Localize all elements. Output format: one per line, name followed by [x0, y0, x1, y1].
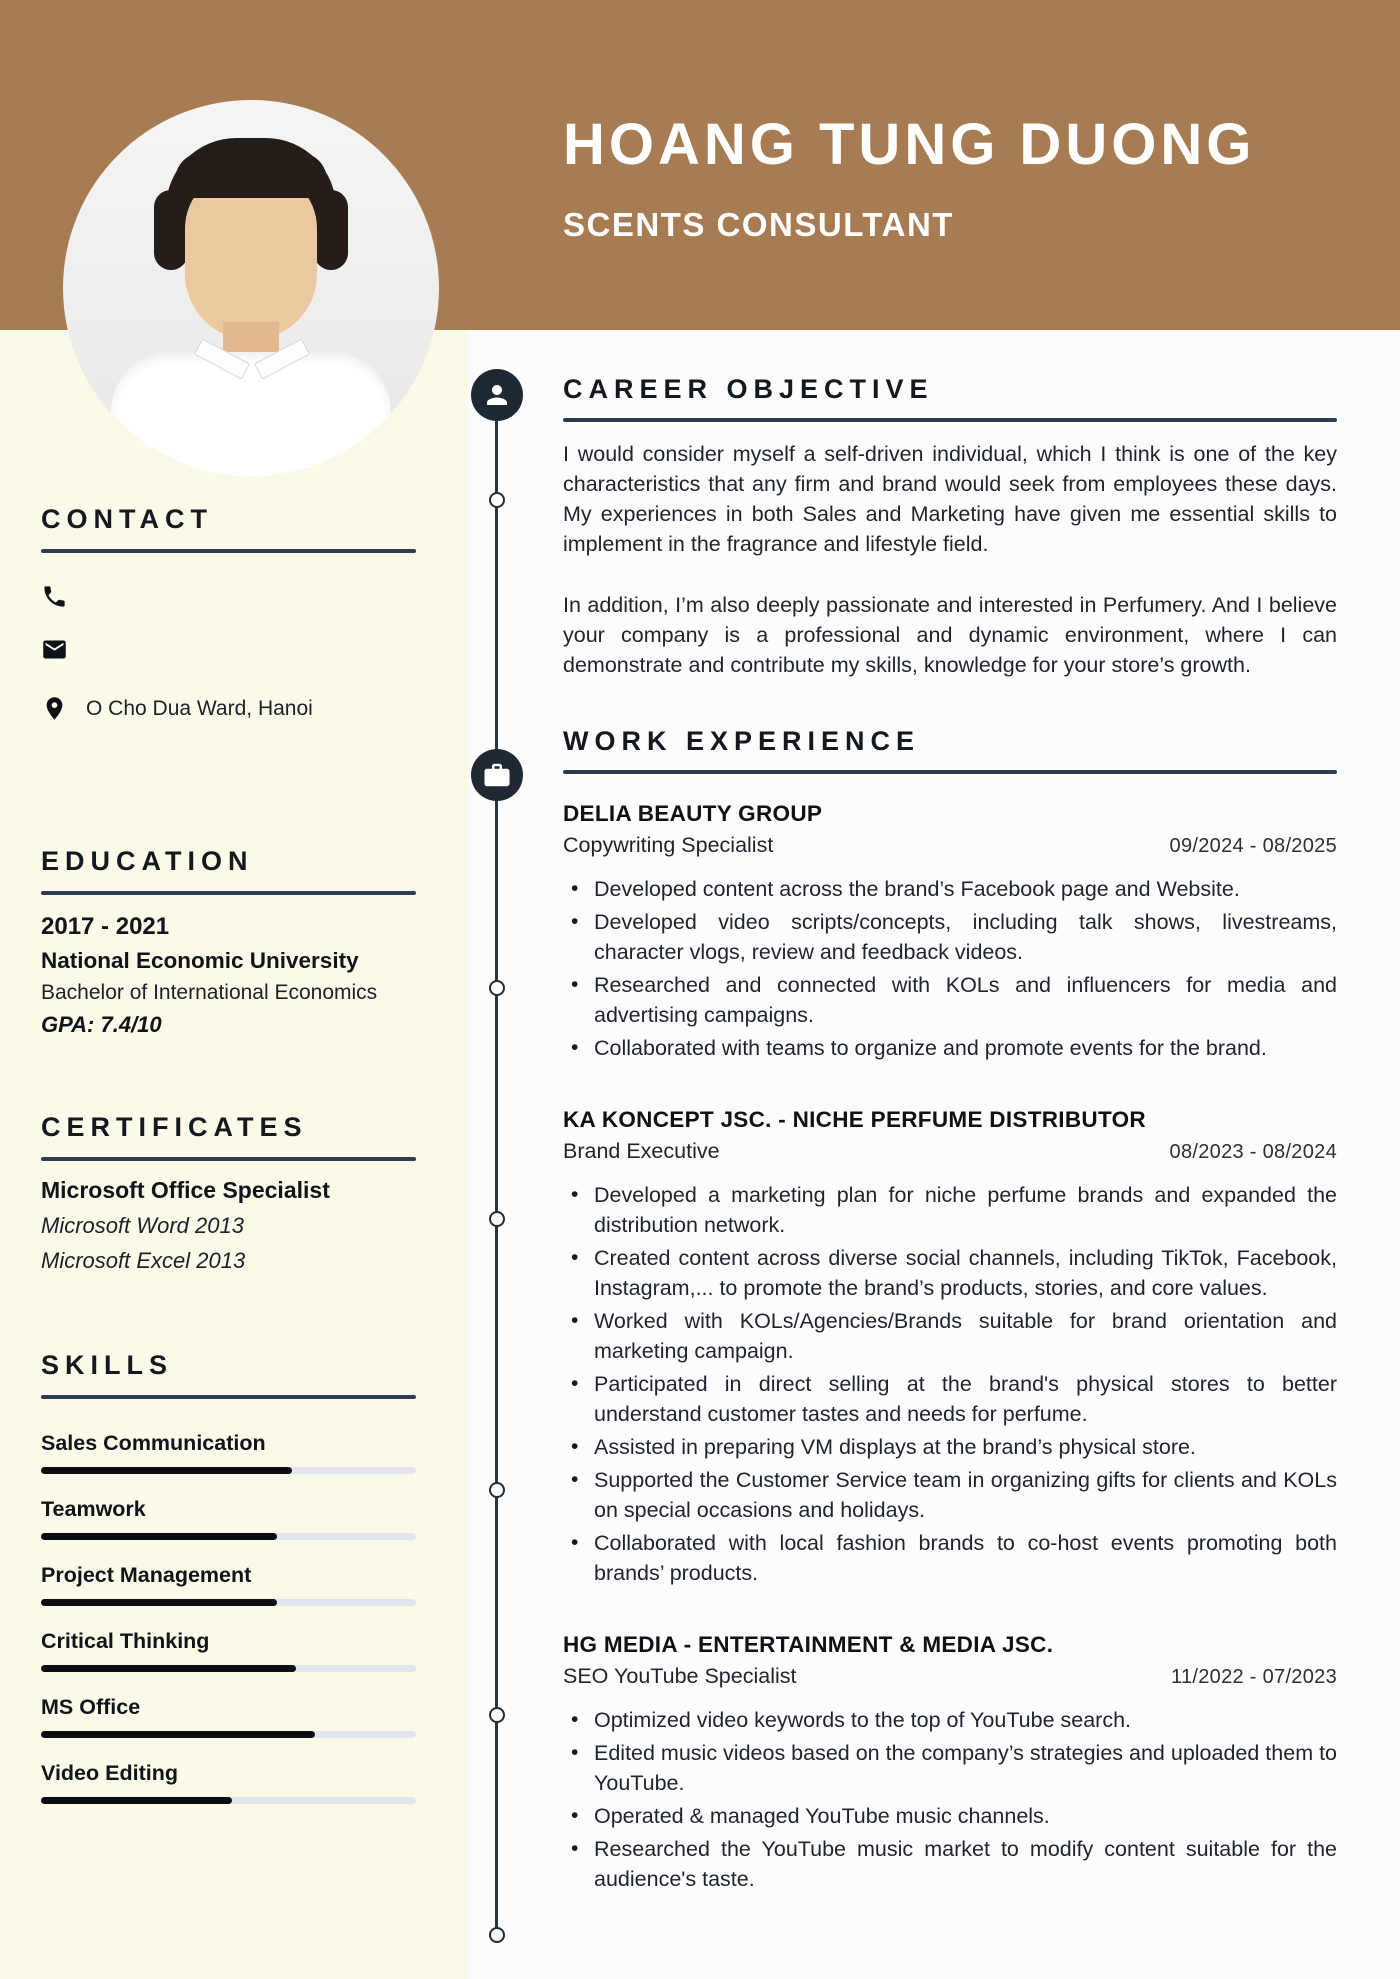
contact-email-row — [41, 636, 416, 663]
job-meta — [563, 1664, 1337, 1689]
job-bullets — [563, 874, 1337, 1063]
job-bullet: • Researched the YouTube music market to modify content suitable for the audience's taste. — [563, 1834, 1337, 1894]
job-bullet: • Collaborated with local fashion brands to co-host events promoting both brands’ products. — [563, 1528, 1337, 1588]
skill-bar-track — [41, 1665, 416, 1672]
education-section — [41, 844, 416, 1038]
education-degree: Bachelor of International Economics — [41, 981, 378, 1004]
job-dates: 09/2024 - 08/2025 — [1169, 835, 1337, 857]
job-bullets — [563, 1180, 1337, 1588]
skill-row — [41, 1629, 416, 1672]
job-role: Brand Executive — [563, 1139, 720, 1163]
email-icon — [41, 636, 68, 663]
job-bullet: • Worked with KOLs/Agencies/Brands suitable for brand orientation and marketing campaign. — [563, 1306, 1337, 1366]
certificate-items — [41, 1213, 416, 1274]
timeline-node — [489, 1707, 505, 1723]
job-entry — [563, 1107, 1337, 1588]
skill-bar-track — [41, 1797, 416, 1804]
skill-bar-fill — [41, 1731, 315, 1738]
skill-bar-track — [41, 1533, 416, 1540]
phone-icon — [41, 583, 68, 610]
job-bullet: • Optimized video keywords to the top of YouTube search. — [563, 1705, 1337, 1735]
career-objective-paragraph: In addition, I’m also deeply passionate and interested in Perfumery. And I believe your company is a professional and dynamic environment, where I can demonstrate and contribute my skills, knowledge for your store’s growth. — [563, 593, 1337, 677]
skill-bar-fill — [41, 1797, 232, 1804]
skills-heading: SKILLS — [41, 1350, 174, 1380]
skill-bar-track — [41, 1467, 416, 1474]
timeline-node — [489, 1211, 505, 1227]
timeline-node — [489, 1927, 505, 1943]
job-bullet: • Edited music videos based on the company’s strategies and uploaded them to YouTube. — [563, 1738, 1337, 1798]
skill-label: Project Management — [41, 1563, 252, 1587]
job-company: KA KONCEPT JSC. - NICHE PERFUME DISTRIBUTOR — [563, 1107, 1146, 1132]
timeline-node — [489, 1482, 505, 1498]
work-experience-heading: WORK EXPERIENCE — [563, 726, 921, 756]
location-pin-icon — [41, 695, 68, 722]
education-years: 2017 - 2021 — [41, 913, 170, 940]
job-bullet: • Supported the Customer Service team in organizing gifts for clients and KOLs on special occasions and holidays. — [563, 1465, 1337, 1525]
contact-location-row — [41, 695, 416, 722]
contact-location-value: O Cho Dua Ward, Hanoi — [86, 696, 313, 720]
job-bullet: • Developed content across the brand’s Facebook page and Website. — [563, 874, 1337, 904]
job-role: Copywriting Specialist — [563, 833, 774, 857]
certificate-title: Microsoft Office Specialist — [41, 1177, 330, 1203]
skills-section — [41, 1348, 416, 1804]
job-company: DELIA BEAUTY GROUP — [563, 801, 823, 826]
education-gpa: GPA: 7.4/10 — [41, 1012, 162, 1037]
timeline-node — [489, 980, 505, 996]
timeline-node — [489, 492, 505, 508]
person-name: HOANG TUNG DUONG — [563, 112, 1256, 177]
main-column — [563, 330, 1337, 1894]
work-experience-divider — [563, 770, 1337, 774]
job-bullet: • Developed a marketing plan for niche perfume brands and expanded the distribution network. — [563, 1180, 1337, 1240]
skill-bar-track — [41, 1731, 416, 1738]
skill-bar-track — [41, 1599, 416, 1606]
timeline-line — [495, 372, 498, 1938]
jobs-list — [563, 801, 1337, 1894]
avatar-shirt — [111, 352, 391, 476]
skill-row — [41, 1695, 416, 1738]
job-bullet: • Researched and connected with KOLs and influencers for media and advertising campaigns. — [563, 970, 1337, 1030]
job-company: HG MEDIA - ENTERTAINMENT & MEDIA JSC. — [563, 1632, 1054, 1657]
skill-label: Video Editing — [41, 1761, 178, 1785]
contact-heading: CONTACT — [41, 504, 213, 534]
certificate-item: Microsoft Word 2013 — [41, 1213, 244, 1238]
job-meta — [563, 833, 1337, 858]
career-objective-person-icon — [471, 369, 523, 421]
certificates-section — [41, 1110, 416, 1274]
skill-bar-fill — [41, 1467, 292, 1474]
contact-divider — [41, 549, 416, 553]
certificates-divider — [41, 1157, 416, 1161]
skill-label: Sales Communication — [41, 1431, 266, 1455]
skill-label: Teamwork — [41, 1497, 146, 1521]
person-job-title: SCENTS CONSULTANT — [563, 206, 954, 243]
job-bullet: • Developed video scripts/concepts, including talk shows, livestreams, character vlogs, review and feedback videos. — [563, 907, 1337, 967]
career-objective-paragraph: I would consider myself a self-driven individual, which I think is one of the key characteristics that any firm and brand would seek from employees these days. My experiences in both Sales and Marketing have given me essential skills to implement in the fragrance and lifestyle field. — [563, 442, 1337, 556]
skill-label: MS Office — [41, 1695, 141, 1719]
sidebar — [0, 330, 468, 1979]
job-bullet: • Assisted in preparing VM displays at the brand’s physical store. — [563, 1432, 1337, 1462]
job-entry — [563, 1632, 1337, 1894]
career-objective-divider — [563, 418, 1337, 422]
job-role: SEO YouTube Specialist — [563, 1664, 797, 1688]
education-school: National Economic University — [41, 948, 359, 973]
skill-bar-fill — [41, 1665, 296, 1672]
job-dates: 08/2023 - 08/2024 — [1169, 1141, 1337, 1163]
job-bullet: • Participated in direct selling at the brand's physical stores to better understand customer tastes and needs for perfume. — [563, 1369, 1337, 1429]
job-bullet: • Collaborated with teams to organize and promote events for the brand. — [563, 1033, 1337, 1063]
education-divider — [41, 891, 416, 895]
profile-photo — [63, 100, 439, 476]
job-entry — [563, 801, 1337, 1063]
contact-phone-row — [41, 583, 416, 610]
skill-row — [41, 1431, 416, 1474]
job-bullet: • Operated & managed YouTube music channels. — [563, 1801, 1337, 1831]
avatar-fringe — [175, 152, 327, 198]
certificate-item: Microsoft Excel 2013 — [41, 1248, 246, 1273]
education-heading: EDUCATION — [41, 846, 254, 876]
skill-row — [41, 1497, 416, 1540]
skill-rows — [41, 1431, 416, 1804]
certificates-heading: CERTIFICATES — [41, 1112, 308, 1142]
skill-label: Critical Thinking — [41, 1629, 210, 1653]
skill-row — [41, 1563, 416, 1606]
job-bullets — [563, 1705, 1337, 1894]
job-dates: 11/2022 - 07/2023 — [1171, 1666, 1337, 1688]
skill-row — [41, 1761, 416, 1804]
contact-section — [41, 502, 416, 722]
job-bullet: • Created content across diverse social channels, including TikTok, Facebook, Instagram,... to promote the brand’s products, stories, and core values. — [563, 1243, 1337, 1303]
work-experience-briefcase-icon — [471, 749, 523, 801]
skill-bar-fill — [41, 1599, 277, 1606]
career-objective-heading: CAREER OBJECTIVE — [563, 374, 934, 404]
skills-divider — [41, 1395, 416, 1399]
job-meta — [563, 1139, 1337, 1164]
skill-bar-fill — [41, 1533, 277, 1540]
